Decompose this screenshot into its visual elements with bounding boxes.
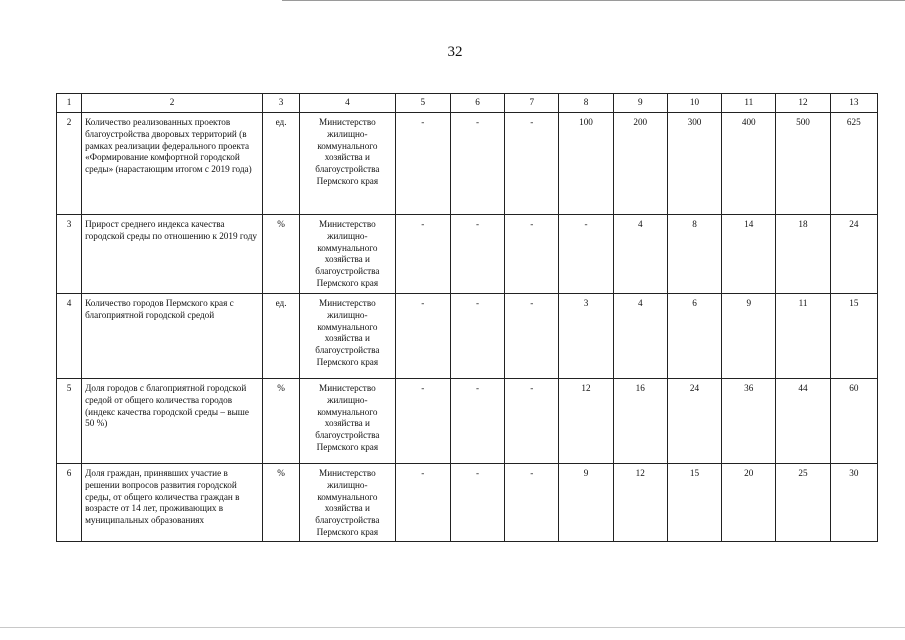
top-rule: [282, 0, 905, 1]
value-cell: 100: [559, 113, 613, 215]
value-cell: 15: [830, 294, 877, 379]
column-header: 2: [82, 94, 263, 113]
value-cell: -: [450, 215, 504, 294]
row-number: 4: [57, 294, 82, 379]
column-header: 8: [559, 94, 613, 113]
responsible-cell: Министерство жилищно-коммунального хозяйства и благоустройства Пермского края: [300, 464, 395, 542]
value-cell: -: [505, 379, 559, 464]
table-row: [57, 113, 878, 215]
row-number: 5: [57, 379, 82, 464]
value-cell: -: [395, 215, 450, 294]
value-cell: 18: [776, 215, 830, 294]
column-header: 3: [262, 94, 299, 113]
unit-cell: %: [262, 379, 299, 464]
responsible-cell: Министерство жилищно-коммунального хозяйства и благоустройства Пермского края: [300, 215, 395, 294]
value-cell: 9: [722, 294, 776, 379]
value-cell: 60: [830, 379, 877, 464]
indicators-table: [56, 93, 878, 542]
indicator-name: Количество городов Пермского края с благоприятной городской средой: [82, 294, 263, 379]
column-header: 4: [300, 94, 395, 113]
value-cell: 16: [613, 379, 667, 464]
value-cell: -: [450, 464, 504, 542]
value-cell: -: [395, 294, 450, 379]
value-cell: 14: [722, 215, 776, 294]
value-cell: 4: [613, 294, 667, 379]
value-cell: 30: [830, 464, 877, 542]
unit-cell: %: [262, 464, 299, 542]
value-cell: 11: [776, 294, 830, 379]
value-cell: -: [505, 464, 559, 542]
table-row: [57, 379, 878, 464]
value-cell: 24: [830, 215, 877, 294]
value-cell: -: [505, 215, 559, 294]
value-cell: -: [395, 113, 450, 215]
value-cell: 4: [613, 215, 667, 294]
column-header: 12: [776, 94, 830, 113]
value-cell: 200: [613, 113, 667, 215]
value-cell: -: [559, 215, 613, 294]
unit-cell: ед.: [262, 113, 299, 215]
value-cell: 15: [667, 464, 721, 542]
responsible-cell: Министерство жилищно-коммунального хозяйства и благоустройства Пермского края: [300, 294, 395, 379]
value-cell: 300: [667, 113, 721, 215]
value-cell: 9: [559, 464, 613, 542]
value-cell: 8: [667, 215, 721, 294]
column-header: 11: [722, 94, 776, 113]
value-cell: -: [505, 294, 559, 379]
column-header: 13: [830, 94, 877, 113]
indicator-name: Прирост среднего индекса качества городской среды по отношению к 2019 году: [82, 215, 263, 294]
value-cell: 25: [776, 464, 830, 542]
value-cell: -: [450, 113, 504, 215]
column-header: 7: [505, 94, 559, 113]
column-header: 5: [395, 94, 450, 113]
page-number: 32: [447, 44, 463, 60]
value-cell: -: [395, 464, 450, 542]
value-cell: -: [450, 379, 504, 464]
column-header: 10: [667, 94, 721, 113]
indicator-name: Количество реализованных проектов благоустройства дворовых территорий (в рамках реализации федерального проекта «Формирование комфортной городской среды» (нарастающим итогом с 2019 года): [82, 113, 263, 215]
bottom-rule: [0, 627, 905, 628]
column-header: 9: [613, 94, 667, 113]
value-cell: 400: [722, 113, 776, 215]
value-cell: 12: [613, 464, 667, 542]
indicator-name: Доля граждан, принявших участие в решении вопросов развития городской среды, от общего количества граждан в возрасте от 14 лет, проживающих в муниципальных образованиях: [82, 464, 263, 542]
value-cell: 3: [559, 294, 613, 379]
row-number: 3: [57, 215, 82, 294]
value-cell: 625: [830, 113, 877, 215]
value-cell: 36: [722, 379, 776, 464]
row-number: 6: [57, 464, 82, 542]
row-number: 2: [57, 113, 82, 215]
value-cell: -: [505, 113, 559, 215]
unit-cell: %: [262, 215, 299, 294]
responsible-cell: Министерство жилищно-коммунального хозяйства и благоустройства Пермского края: [300, 379, 395, 464]
column-header: 1: [57, 94, 82, 113]
column-header: 6: [450, 94, 504, 113]
value-cell: 500: [776, 113, 830, 215]
value-cell: 20: [722, 464, 776, 542]
table-row: [57, 464, 878, 542]
table-header-row: [57, 94, 878, 113]
unit-cell: ед.: [262, 294, 299, 379]
value-cell: 12: [559, 379, 613, 464]
table-row: [57, 294, 878, 379]
value-cell: 6: [667, 294, 721, 379]
responsible-cell: Министерство жилищно-коммунального хозяйства и благоустройства Пермского края: [300, 113, 395, 215]
table-row: [57, 215, 878, 294]
value-cell: 24: [667, 379, 721, 464]
indicator-name: Доля городов с благоприятной городской средой от общего количества городов (индекс качества городской среды – выше 50 %): [82, 379, 263, 464]
value-cell: -: [395, 379, 450, 464]
value-cell: -: [450, 294, 504, 379]
value-cell: 44: [776, 379, 830, 464]
